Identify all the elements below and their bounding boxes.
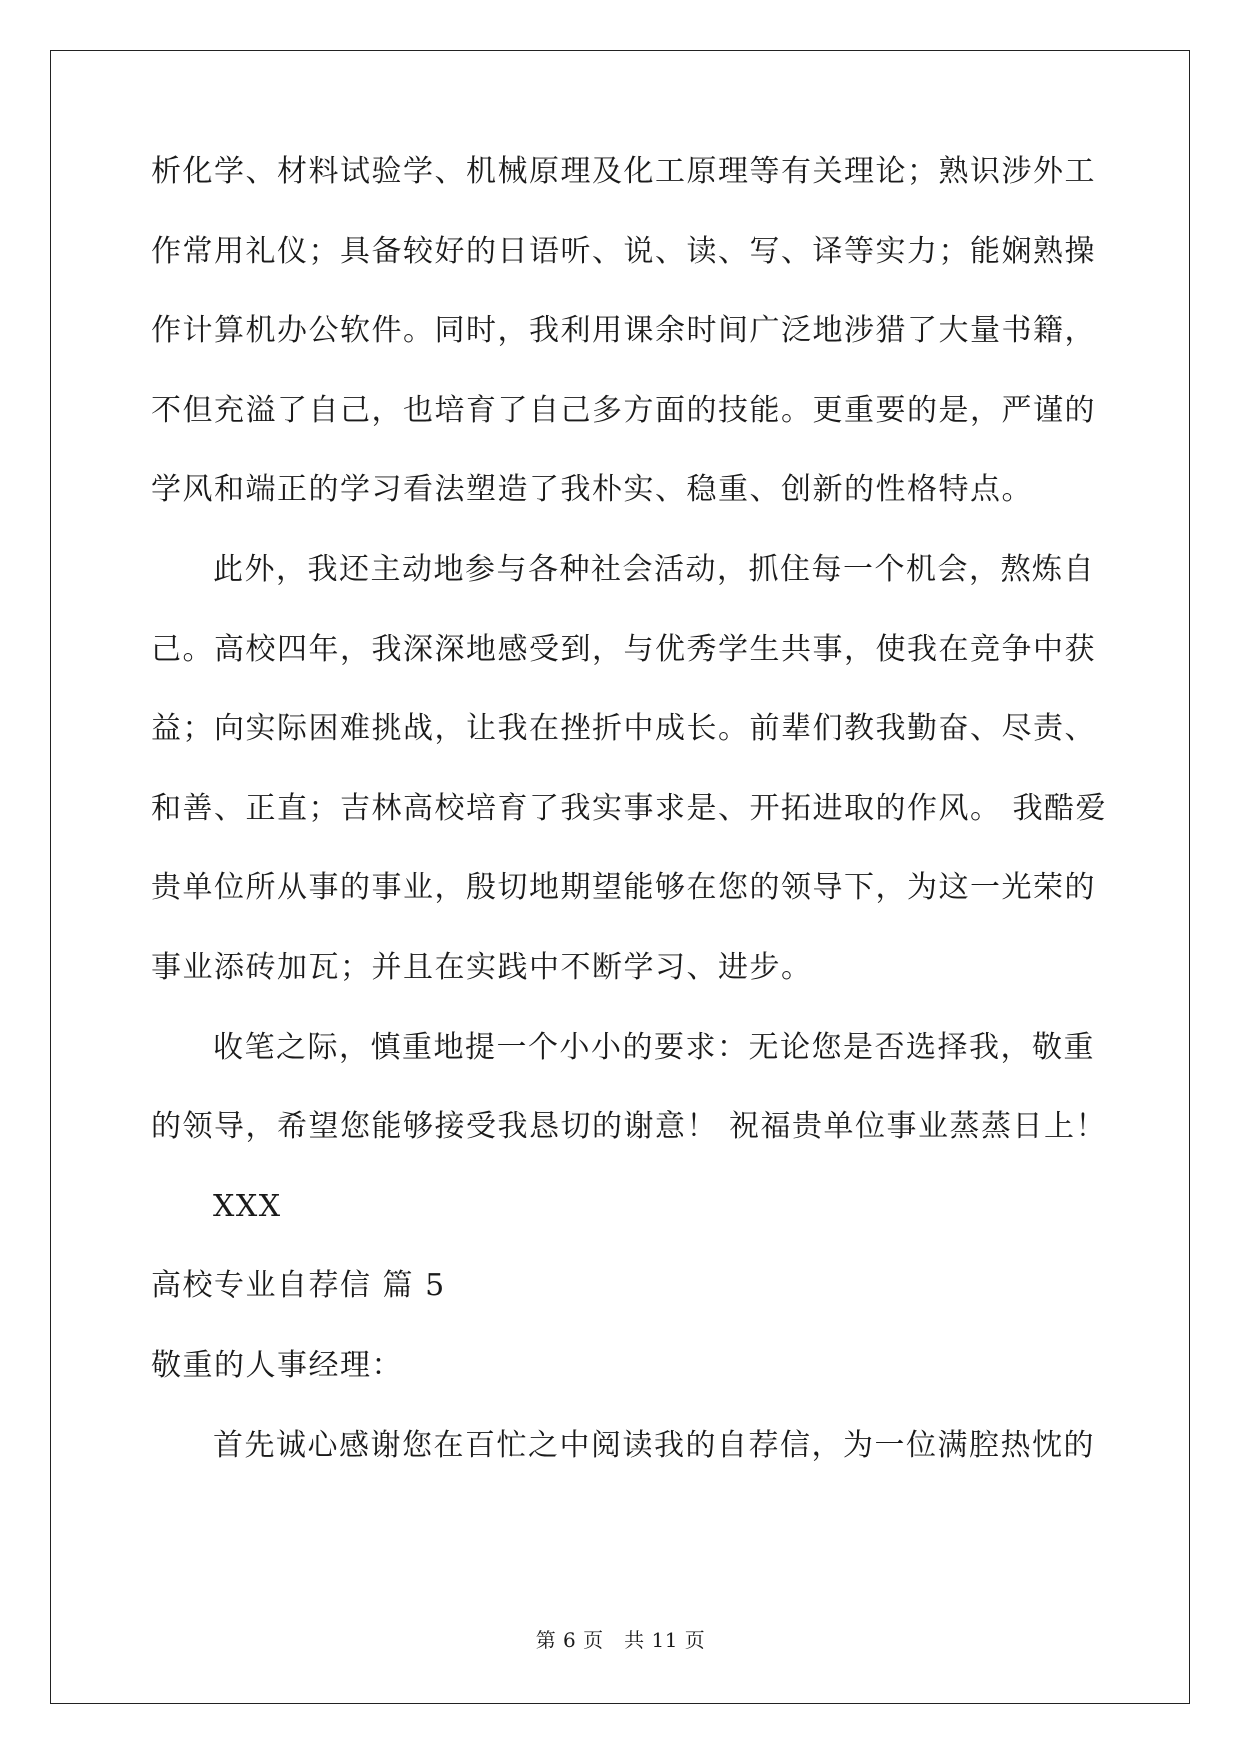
text-line: 作常用礼仪；具备较好的日语听、说、读、写、译等实力；能娴熟操 (151, 233, 1096, 269)
salutation: 敬重的人事经理： (151, 1347, 403, 1383)
text-line: 的领导，希望您能够接受我恳切的谢意！ 祝福贵单位事业蒸蒸日上！ (151, 1109, 1108, 1145)
signature: XXX (213, 1188, 282, 1224)
paragraph-start-line: 此外，我还主动地参与各种社会活动，抓住每一个机会，熬炼自 (213, 551, 1095, 587)
text-line: 和善、正直；吉林高校培育了我实事求是、开拓进取的作风。 我酷爱 (151, 790, 1108, 826)
text-line: 贵单位所从事的事业，殷切地期望能够在您的领导下，为这一光荣的 (151, 870, 1096, 906)
text-line: 作计算机办公软件。同时，我利用课余时间广泛地涉猎了大量书籍， (151, 313, 1096, 349)
text-line: 学风和端正的学习看法塑造了我朴实、稳重、创新的性格特点。 (151, 472, 1033, 508)
section-heading: 高校专业自荐信 篇 5 (151, 1268, 446, 1304)
paragraph-start-line: 收笔之际，慎重地提一个小小的要求：无论您是否选择我，敬重 (213, 1029, 1095, 1065)
paragraph-start-line: 首先诚心感谢您在百忙之中阅读我的自荐信，为一位满腔热忱的 (213, 1427, 1095, 1463)
text-line: 己。高校四年，我深深地感受到，与优秀学生共事，使我在竞争中获 (151, 631, 1096, 667)
text-line: 益；向实际困难挑战，让我在挫折中成长。前辈们教我勤奋、尽责、 (151, 711, 1096, 747)
text-line: 事业添砖加瓦；并且在实践中不断学习、进步。 (151, 949, 813, 985)
text-line: 不但充溢了自己，也培育了自己多方面的技能。更重要的是，严谨的 (151, 392, 1096, 428)
document-body (151, 152, 1108, 1505)
text-line: 析化学、材料试验学、机械原理及化工原理等有关理论；熟识涉外工 (151, 154, 1096, 189)
page-number-footer: 第 6 页 共 11 页 (535, 1628, 706, 1652)
